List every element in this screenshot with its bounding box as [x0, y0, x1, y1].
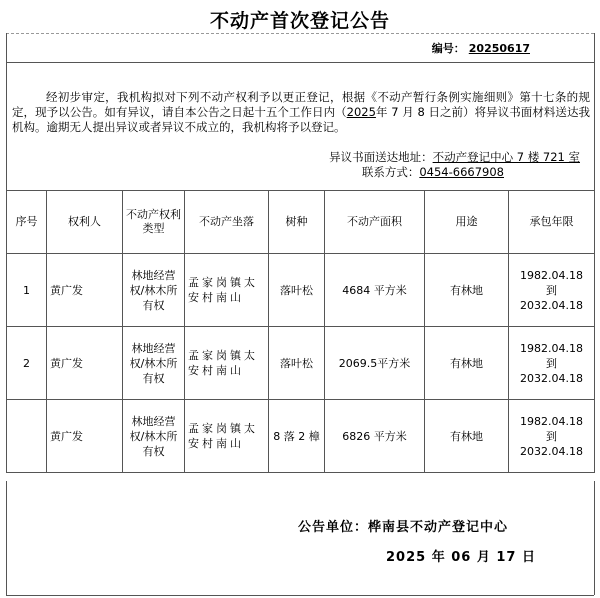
cell-right-type: 林地经营权/林木所有权 — [123, 400, 185, 473]
cell-owner: 黄广发 — [47, 400, 123, 473]
table-header-row — [7, 191, 595, 254]
cell-area: 6826 平方米 — [325, 400, 425, 473]
cell-location: 孟家岗镇太安村南山 — [185, 327, 269, 400]
cell-location: 孟家岗镇太安村南山 — [185, 400, 269, 473]
right-border-footer — [594, 481, 595, 595]
document-number-value: 20250617 — [468, 42, 530, 55]
issuing-unit: 公告单位：桦南县不动产登记中心 — [298, 520, 509, 535]
cell-species: 落叶松 — [269, 254, 325, 327]
cell-right-type: 林地经营权/林木所有权 — [123, 327, 185, 400]
objection-address-block — [0, 150, 580, 180]
table-row — [7, 254, 595, 327]
cell-species: 落叶松 — [269, 327, 325, 400]
cell-no: 2 — [7, 327, 47, 400]
document-number-label: 编号： — [431, 42, 465, 55]
property-table — [6, 190, 595, 473]
contact-info: 联系方式：0454-6667908 — [361, 165, 504, 179]
header-owner: 权利人 — [47, 191, 123, 254]
issue-date: 2025 年 06 月 17 日 — [386, 550, 536, 565]
header-location: 不动产坐落 — [185, 191, 269, 254]
right-border-notice — [594, 62, 595, 191]
cell-term: 1982.04.18 到 2032.04.18 — [509, 400, 595, 473]
left-border-top — [6, 33, 7, 63]
cell-species: 8 落 2 樟 — [269, 400, 325, 473]
page-title: 不动产首次登记公告 — [209, 10, 390, 32]
cell-no: 1 — [7, 254, 47, 327]
cell-term: 1982.04.18 到 2032.04.18 — [509, 254, 595, 327]
cell-term: 1982.04.18 到 2032.04.18 — [509, 327, 595, 400]
cell-right-type: 林地经营权/林木所有权 — [123, 254, 185, 327]
objection-address: 异议书面送达地址：不动产登记中心 7 楼 721 室 — [329, 150, 580, 164]
right-border-top — [594, 33, 595, 63]
notice-body-part1: 经初步审定，我机构拟对下列不动产权利予以更正登记，根据《不动产暂行条例实施细则》第十七条的规定，现予以公告。如有异议，请自本公告之日起十五个工作日内（ — [12, 90, 590, 119]
header-no: 序号 — [7, 191, 47, 254]
left-border-footer — [6, 481, 7, 595]
header-right-type: 不动产权利类型 — [123, 191, 185, 254]
cell-no — [7, 400, 47, 473]
header-term: 承包年限 — [509, 191, 595, 254]
header-species: 树种 — [269, 191, 325, 254]
bottom-border — [6, 595, 594, 596]
cell-owner: 黄广发 — [47, 254, 123, 327]
cell-area: 2069.5平方米 — [325, 327, 425, 400]
table-row — [7, 400, 595, 473]
cell-usage: 有林地 — [425, 400, 509, 473]
title-divider — [6, 33, 594, 34]
cell-usage: 有林地 — [425, 327, 509, 400]
header-divider — [6, 62, 594, 63]
notice-body-year: 2025 — [346, 105, 376, 119]
header-area: 不动产面积 — [325, 191, 425, 254]
cell-location: 孟家岗镇太安村南山 — [185, 254, 269, 327]
notice-body-part2: 年 7 月 8 日之前）将异议书面材料送达我机构。逾期无人提出异议或者异议不成立的，我机构将予以登记。 — [12, 105, 590, 134]
header-usage: 用途 — [425, 191, 509, 254]
document-number — [432, 40, 530, 56]
cell-area: 4684 平方米 — [325, 254, 425, 327]
cell-usage: 有林地 — [425, 254, 509, 327]
table-row — [7, 327, 595, 400]
notice-body — [12, 90, 590, 135]
cell-owner: 黄广发 — [47, 327, 123, 400]
